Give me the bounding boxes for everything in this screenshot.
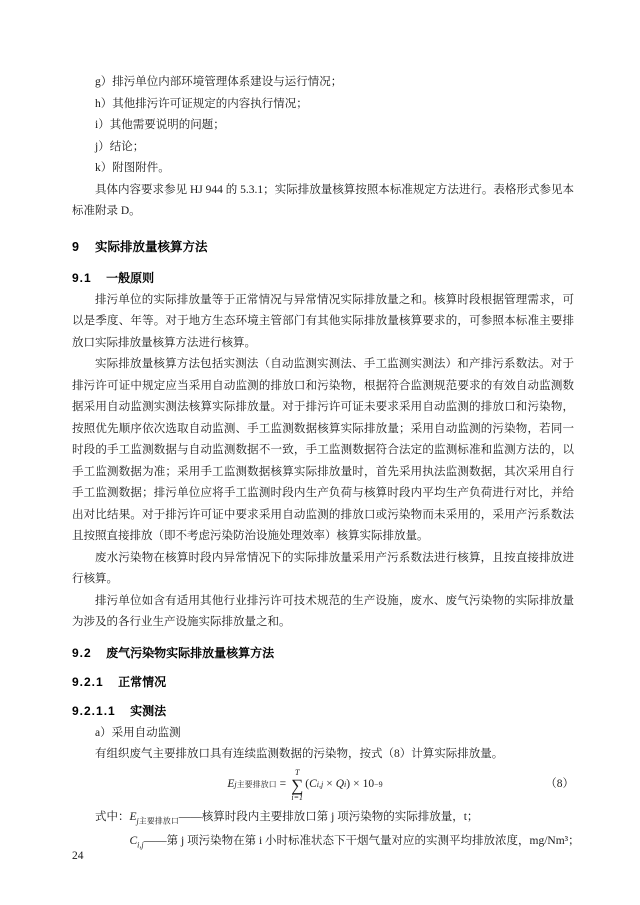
- section-title: 正常情况: [118, 674, 167, 689]
- where-block: [72, 807, 580, 857]
- section-title: 一般原则: [106, 270, 155, 285]
- page-number: 24: [72, 850, 84, 862]
- equation-number: （8）: [545, 778, 574, 791]
- symbol-E-subscript: j主要排放口: [136, 815, 179, 825]
- multiply-sign: ×: [326, 778, 333, 791]
- equation: [72, 769, 538, 802]
- paragraph: 废水污染物在核算时段内异常情况下的实际排放量采用产污系数法进行核算，且按直接排放进行核算。: [72, 551, 574, 585]
- list-item-a: a）采用自动监测: [95, 726, 181, 739]
- equation-expression: [227, 769, 382, 802]
- multiply-sign: ×: [353, 778, 360, 791]
- paragraph: 有组织废气主要排放口具有连续监测数据的污染物，按式（8）计算实际排放量。: [95, 748, 504, 760]
- section-heading-9-2-1-1: [72, 700, 574, 723]
- section-number: 9: [72, 239, 80, 254]
- paragraph: 排污单位的实际排放量等于正常情况与异常情况实际排放量之和。核算时段根据管理需求，可以是季度、年等。对于地方生态环境主管部门有其他实际排放量核算要求的，可参照本标准主要排放口实际排放量核算方法进行核算。: [72, 293, 574, 349]
- list-item: h）其他排污许可证规定的内容执行情况；: [95, 97, 308, 110]
- section-title: 实测法: [130, 703, 167, 718]
- section-number: 9.2.1.1: [72, 703, 116, 718]
- list-item: i）其他需要说明的问题；: [95, 119, 225, 131]
- summation-sign: T ∑ i=1: [291, 767, 304, 802]
- symbol-C-subscript: i,j: [137, 840, 144, 850]
- variable-E: E: [227, 778, 235, 791]
- where-label: 式中：: [95, 810, 130, 823]
- close-paren: ): [346, 778, 351, 791]
- variable-E-subscript: j主要排放口: [234, 780, 277, 790]
- section-title: 废气污染物实际排放量核算方法: [106, 645, 275, 660]
- where-entry: [72, 807, 574, 832]
- section-heading-9-1: [72, 267, 574, 290]
- section-title: 实际排放量核算方法: [94, 239, 208, 254]
- intro-list: [72, 72, 574, 180]
- list-item: g）排污单位内部环境管理体系建设与运行情况；: [95, 76, 343, 88]
- paragraph: 实际排放量核算方法包括实测法（自动监测实测法、手工监测实测法）和产排污系数法。对于排污许可证中规定应当采用自动监测的排放口和污染物，根据符合监测规范要求的有效自动监测数据采用自动监测实测法核算实际排放量。对于排污许可证未要求采用自动监测的排放口和污染物，按照优先顺序依次选取自动监测、手工监测数据核算实际排放量；采用自动监测的污染物，若同一时段的手工监测数据与自动监测数据不一致，手工监测数据符合法定的监测标准和监测方法的，以手工监测数据为准；采用手工监测数据核算实际排放量时，首先采用执法监测数据，其次采用自行手工监测数据；排污单位应将手工监测时段内生产负荷与核算时段内平均生产负荷进行对比，并给出对比结果。对于排污许可证中要求采用自动监测的排放口或污染物而未采用的，采用产污系数法且按照直接排放（即不考虑污染防治设施处理效率）核算实际排放量。: [72, 358, 574, 542]
- symbol-E: E: [129, 810, 137, 823]
- variable-Q-subscript: i: [344, 780, 347, 790]
- section-heading-9-2: [72, 642, 574, 665]
- exponent: −9: [374, 780, 383, 790]
- list-item: k）附图附件。: [95, 162, 170, 174]
- definition-text: ——第 j 项污染物在第 i 小时标准状态下干烟气量对应的实测平均排放浓度，mg/Nm³；: [143, 835, 580, 848]
- equation-row: [72, 766, 574, 807]
- variable-Q: Q: [335, 778, 345, 791]
- equals-sign: =: [279, 778, 287, 791]
- variable-C: C: [309, 778, 317, 791]
- section-number: 9.2.1: [72, 674, 104, 689]
- paragraph: 具体内容要求参见 HJ 944 的 5.3.1；实际排放量核算按照本标准规定方法进行。表格形式参见本标准附录 D。: [72, 183, 574, 217]
- section-heading-9-2-1: [72, 671, 574, 694]
- section-number: 9.2: [72, 645, 92, 660]
- variable-C-subscript: i,j: [316, 780, 324, 790]
- base-10: 10: [362, 778, 375, 791]
- where-entry: [72, 831, 580, 856]
- open-paren: (: [305, 778, 310, 791]
- symbol-C: C: [129, 835, 138, 848]
- section-heading-9: [72, 236, 574, 259]
- list-item: j）结论；: [95, 140, 145, 153]
- section-number: 9.1: [72, 270, 92, 285]
- definition-text: ——核算时段内主要排放口第 j 项污染物的实际排放量，t；: [178, 810, 479, 823]
- paragraph: 排污单位如含有适用其他行业排污许可技术规范的生产设施，废水、废气污染物的实际排放量为涉及的各行业生产设施实际排放量之和。: [72, 594, 574, 628]
